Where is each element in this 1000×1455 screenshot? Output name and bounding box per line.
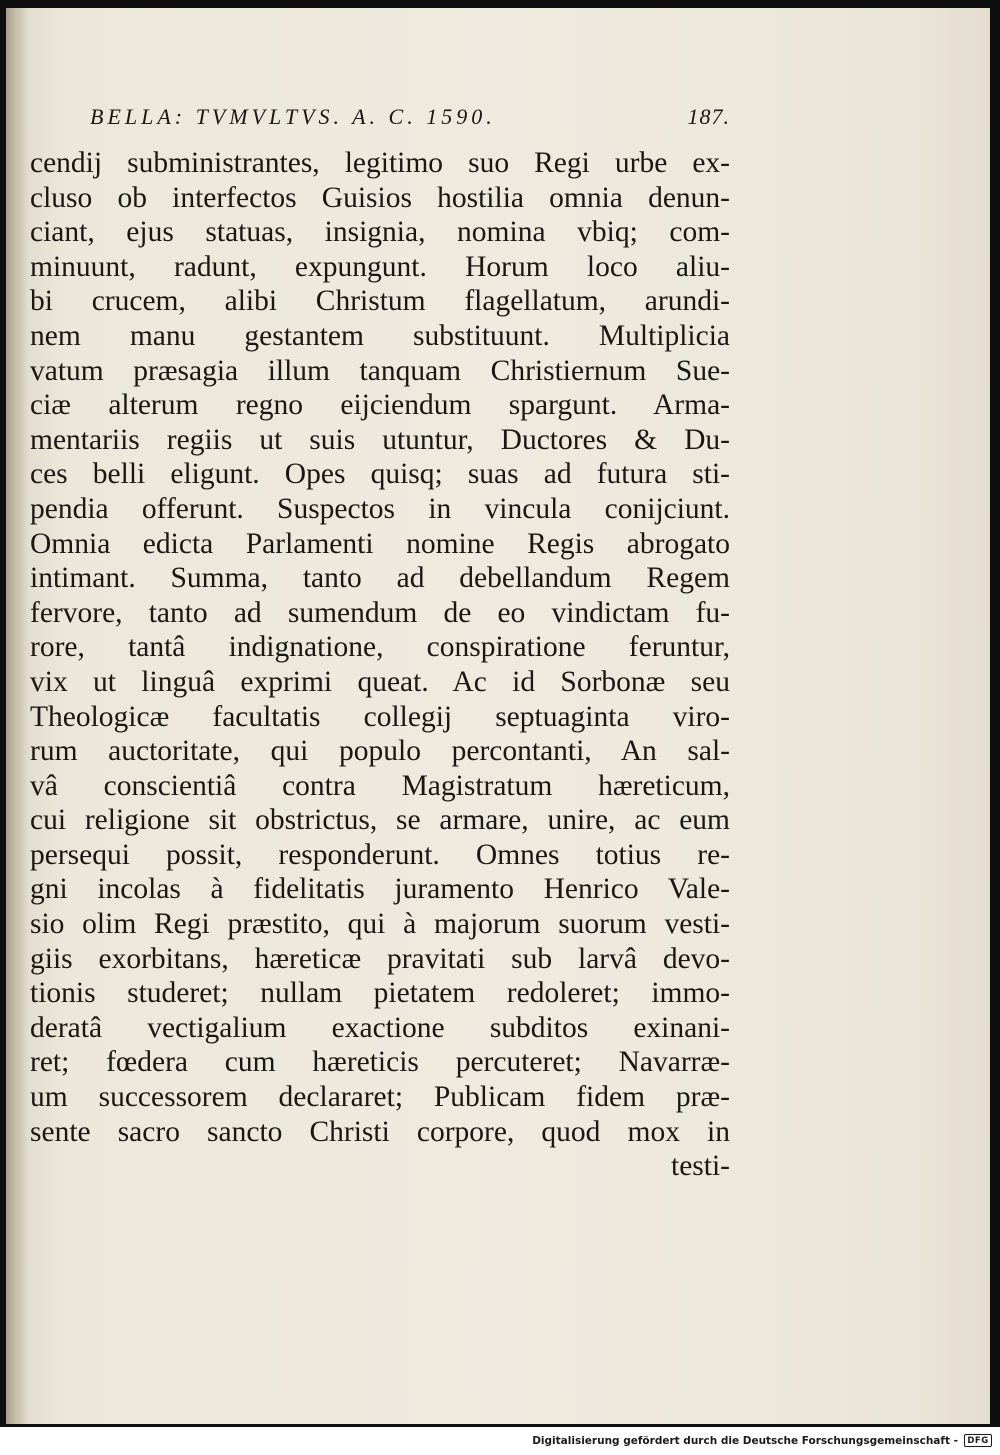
text-line: Theologicæ facultatis collegij septuaginta viro-	[30, 700, 730, 733]
text-line: bi crucem, alibi Christum flagellatum, arundi-	[30, 285, 730, 318]
text-line: rum auctoritate, qui populo percontanti, An sal-	[30, 735, 730, 768]
text-line: mentariis regiis ut suis utuntur, Ductores & Du-	[30, 423, 730, 456]
text-line: pendia offerunt. Suspectos in vincula conijciunt.	[30, 492, 730, 525]
text-line: sio olim Regi præstito, qui à majorum suorum vesti-	[30, 908, 730, 941]
text-line: nem manu gestantem substituunt. Multiplicia	[30, 319, 730, 352]
body-text	[30, 146, 730, 1184]
page-gutter-shadow	[6, 8, 28, 1424]
running-title: BELLA: TVMVLTVS. A. C. 1590.	[90, 104, 496, 129]
text-line: persequi possit, responderunt. Omnes totius re-	[30, 838, 730, 871]
text-line: sente sacro sancto Christi corpore, quod mox in	[30, 1115, 730, 1148]
running-head	[90, 100, 730, 136]
text-line: gni incolas à fidelitatis juramento Henrico Vale-	[30, 873, 730, 906]
text-line: minuunt, radunt, expungunt. Horum loco aliu-	[30, 250, 730, 283]
text-line: cluso ob interfectos Guisios hostilia omnia denun-	[30, 181, 730, 214]
text-line: ciæ alterum regno eijciendum spargunt. Arma-	[30, 389, 730, 422]
text-line: Omnia edicta Parlamenti nomine Regis abrogato	[30, 527, 730, 560]
text-line: deratâ vectigalium exactione subditos exinani-	[30, 1011, 730, 1044]
digitization-footer	[0, 1427, 1000, 1455]
text-line: um successorem declararet; Publicam fidem præ-	[30, 1081, 730, 1114]
book-page	[6, 8, 990, 1424]
text-line: ciant, ejus statuas, insignia, nomina vbiq; com-	[30, 216, 730, 249]
text-line: fervore, tanto ad sumendum de eo vindictam fu-	[30, 596, 730, 629]
text-line: ret; fœdera cum hæreticis percuteret; Navarræ-	[30, 1046, 730, 1079]
text-line: cui religione sit obstrictus, se armare, unire, ac eum	[30, 804, 730, 837]
text-line: cendij subministrantes, legitimo suo Regi urbe ex-	[30, 147, 730, 179]
text-line: testi-	[671, 1150, 730, 1183]
text-line: tionis studeret; nullam pietatem redoleret; immo-	[30, 977, 730, 1010]
text-line: ces belli eligunt. Opes quisq; suas ad futura sti-	[30, 458, 730, 491]
text-line: vatum præsagia illum tanquam Christiernum Sue-	[30, 354, 730, 387]
text-line: intimant. Summa, tanto ad debellandum Regem	[30, 562, 730, 595]
text-line: rore, tantâ indignatione, conspiratione feruntur,	[30, 631, 730, 664]
page-number: 187.	[687, 104, 730, 129]
text-line: vix ut linguâ exprimi queat. Ac id Sorbonæ seu	[30, 665, 730, 698]
dfg-logo: DFG	[964, 1434, 992, 1447]
funding-credit: Digitalisierung gefördert durch die Deutsche Forschungsgemeinschaft -	[532, 1435, 958, 1447]
text-line: vâ conscientiâ contra Magistratum hæreticum,	[30, 769, 730, 802]
text-line: giis exorbitans, hæreticæ pravitati sub larvâ devo-	[30, 942, 730, 975]
